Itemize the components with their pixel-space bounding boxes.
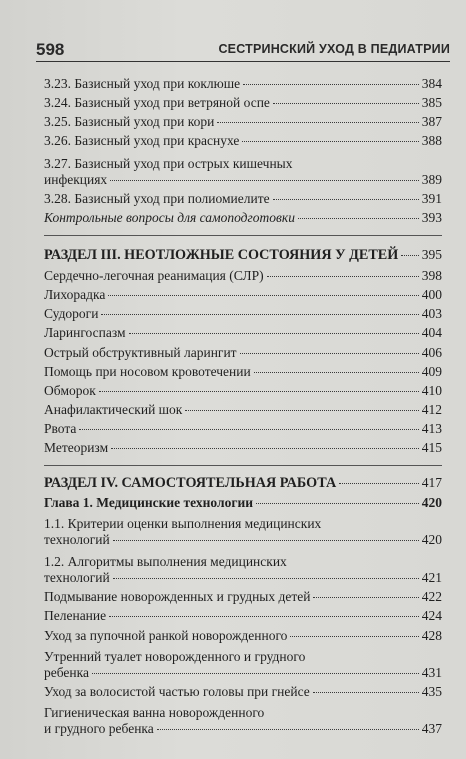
- toc-entry-page: 391: [421, 191, 442, 206]
- toc-entry-page: 435: [421, 684, 442, 699]
- toc-entry-page: 413: [421, 421, 442, 436]
- toc-entry-title: Сердечно-легочная реанимация (СЛР): [44, 268, 264, 283]
- toc-entry-title: РАЗДЕЛ IV. САМОСТОЯТЕЛЬНАЯ РАБОТА: [44, 475, 337, 491]
- dot-leader: [313, 597, 418, 598]
- toc-entry-page: 398: [421, 268, 442, 283]
- toc-entry[interactable]: [44, 383, 442, 399]
- header-rule: [36, 61, 450, 62]
- toc-entry-title: Контрольные вопросы для самоподготовки: [44, 210, 295, 225]
- toc-entry-title: Анафилактический шок: [44, 402, 183, 417]
- toc-entry-first-line: 1.2. Алгоритмы выполнения медицинских: [44, 554, 287, 569]
- toc-entry-title: 3.23. Базисный уход при коклюше: [44, 76, 241, 91]
- dot-leader: [157, 729, 419, 730]
- toc-entry[interactable]: [44, 402, 442, 418]
- toc-entry-page: 384: [421, 76, 442, 91]
- toc-entry-title: и грудного ребенка: [44, 721, 154, 736]
- toc-entry-page: 420: [421, 495, 442, 510]
- toc-entry-page: 406: [421, 345, 442, 360]
- toc-entry-page: 420: [421, 532, 442, 547]
- toc-entry-page: 424: [421, 608, 442, 623]
- toc-entry-page: 412: [421, 402, 442, 417]
- toc-entry-page: 422: [421, 589, 442, 604]
- toc-entry[interactable]: [44, 665, 442, 681]
- toc-entry-page: 428: [421, 628, 442, 643]
- toc-entry-page: 404: [421, 325, 442, 340]
- toc-entry-page: 395: [421, 247, 442, 262]
- dot-leader: [129, 333, 419, 334]
- toc-entry-title: Уход за волосистой частью головы при гнейсе: [44, 684, 310, 699]
- toc-entry-title: инфекциях: [44, 172, 108, 187]
- toc-entry-title: технологий: [44, 532, 110, 547]
- dot-leader: [290, 636, 418, 637]
- toc-entry[interactable]: [44, 684, 442, 700]
- dot-leader: [217, 122, 418, 123]
- toc-entry-first-line: Утренний туалет новорожденного и грудного: [44, 649, 306, 664]
- toc-entry[interactable]: [44, 608, 442, 624]
- toc-entry[interactable]: [44, 628, 442, 644]
- toc-entry[interactable]: [44, 133, 442, 149]
- dot-leader: [185, 410, 418, 411]
- toc-entry[interactable]: [44, 475, 442, 491]
- dot-leader: [267, 276, 419, 277]
- toc-entry-title: Пеленание: [44, 608, 107, 623]
- toc-entry-page: 393: [421, 210, 442, 225]
- toc-entry[interactable]: [44, 532, 442, 548]
- toc-entry[interactable]: [44, 268, 442, 284]
- toc-entry-first-line: Гигиеническая ванна новорожденного: [44, 705, 265, 720]
- dot-leader: [243, 84, 419, 85]
- toc-entry[interactable]: [44, 172, 442, 188]
- toc-entry[interactable]: [44, 721, 442, 737]
- dot-leader: [401, 255, 418, 256]
- toc-entry-title: Помощь при носовом кровотечении: [44, 364, 251, 379]
- toc-entry-title: 3.26. Базисный уход при краснухе: [44, 133, 240, 148]
- toc-entry-page: 410: [421, 383, 442, 398]
- toc-entry-title: Ларингоспазм: [44, 325, 126, 340]
- toc-entry-title: Уход за пупочной ранкой новорожденного: [44, 628, 288, 643]
- toc-entry[interactable]: [44, 306, 442, 322]
- dot-leader: [99, 391, 419, 392]
- toc-entry-page: 387: [421, 114, 442, 129]
- toc-entry-title: Судороги: [44, 306, 99, 321]
- section-divider: [44, 235, 442, 236]
- toc-entry[interactable]: [44, 345, 442, 361]
- toc-entry-title: 3.24. Базисный уход при ветряной оспе: [44, 95, 270, 110]
- dot-leader: [108, 295, 418, 296]
- toc-entry[interactable]: [44, 421, 442, 437]
- dot-leader: [111, 448, 419, 449]
- toc-entry-page: 417: [421, 475, 442, 490]
- toc-entry-page: 431: [421, 665, 442, 680]
- toc-entry-title: технологий: [44, 570, 110, 585]
- dot-leader: [240, 353, 419, 354]
- dot-leader: [113, 540, 419, 541]
- page-number: 598: [36, 40, 65, 59]
- toc-entry[interactable]: [44, 191, 442, 207]
- toc-entry-page: 437: [421, 721, 442, 736]
- toc-entry-page: 388: [421, 133, 442, 148]
- dot-leader: [92, 673, 419, 674]
- toc-entry-page: 409: [421, 364, 442, 379]
- toc-entry[interactable]: [44, 114, 442, 130]
- page-header: [36, 36, 450, 62]
- toc-entry-title: Глава 1. Медицинские технологии: [44, 495, 254, 510]
- toc-entry[interactable]: [44, 495, 442, 511]
- dot-leader: [101, 314, 418, 315]
- dot-leader: [109, 616, 419, 617]
- toc-entry-page: 400: [421, 287, 442, 302]
- toc-entry[interactable]: [44, 247, 442, 263]
- toc-entry[interactable]: [44, 76, 442, 92]
- toc-entry-first-line: 1.1. Критерии оценки выполнения медицинских: [44, 516, 322, 531]
- toc-entry[interactable]: [44, 589, 442, 605]
- running-title: СЕСТРИНСКИЙ УХОД В ПЕДИАТРИИ: [218, 42, 450, 56]
- toc-entry[interactable]: [44, 364, 442, 380]
- toc-entry-title: Обморок: [44, 383, 96, 398]
- toc-entry[interactable]: [44, 210, 442, 226]
- dot-leader: [256, 503, 419, 504]
- toc-entry[interactable]: [44, 95, 442, 111]
- toc-entry-page: 385: [421, 95, 442, 110]
- dot-leader: [242, 141, 418, 142]
- toc-entry-page: 421: [421, 570, 442, 585]
- toc-entry-page: 389: [421, 172, 442, 187]
- toc-entry-title: Метеоризм: [44, 440, 109, 455]
- dot-leader: [339, 483, 419, 484]
- toc-entry[interactable]: [44, 287, 442, 303]
- dot-leader: [298, 218, 419, 219]
- toc-entry-title: Подмывание новорожденных и грудных детей: [44, 589, 311, 604]
- toc-entry-title: Рвота: [44, 421, 77, 436]
- toc-entry-title: Лихорадка: [44, 287, 106, 302]
- dot-leader: [113, 578, 419, 579]
- toc-entry-page: 415: [421, 440, 442, 455]
- dot-leader: [254, 372, 419, 373]
- toc-entry[interactable]: [44, 570, 442, 586]
- toc-entry-title: РАЗДЕЛ III. НЕОТЛОЖНЫЕ СОСТОЯНИЯ У ДЕТЕЙ: [44, 247, 399, 263]
- toc-entry-title: Острый обструктивный ларингит: [44, 345, 237, 360]
- dot-leader: [110, 180, 419, 181]
- toc-entry[interactable]: [44, 440, 442, 456]
- toc-entry-page: 403: [421, 306, 442, 321]
- section-divider: [44, 465, 442, 466]
- toc-entry-title: 3.28. Базисный уход при полиомиелите: [44, 191, 270, 206]
- toc-entry-title: ребенка: [44, 665, 89, 680]
- dot-leader: [79, 429, 418, 430]
- toc-entry-first-line: 3.27. Базисный уход при острых кишечных: [44, 156, 293, 171]
- toc-entry[interactable]: [44, 325, 442, 341]
- toc-entry-title: 3.25. Базисный уход при кори: [44, 114, 215, 129]
- dot-leader: [273, 103, 419, 104]
- dot-leader: [313, 692, 419, 693]
- dot-leader: [273, 199, 419, 200]
